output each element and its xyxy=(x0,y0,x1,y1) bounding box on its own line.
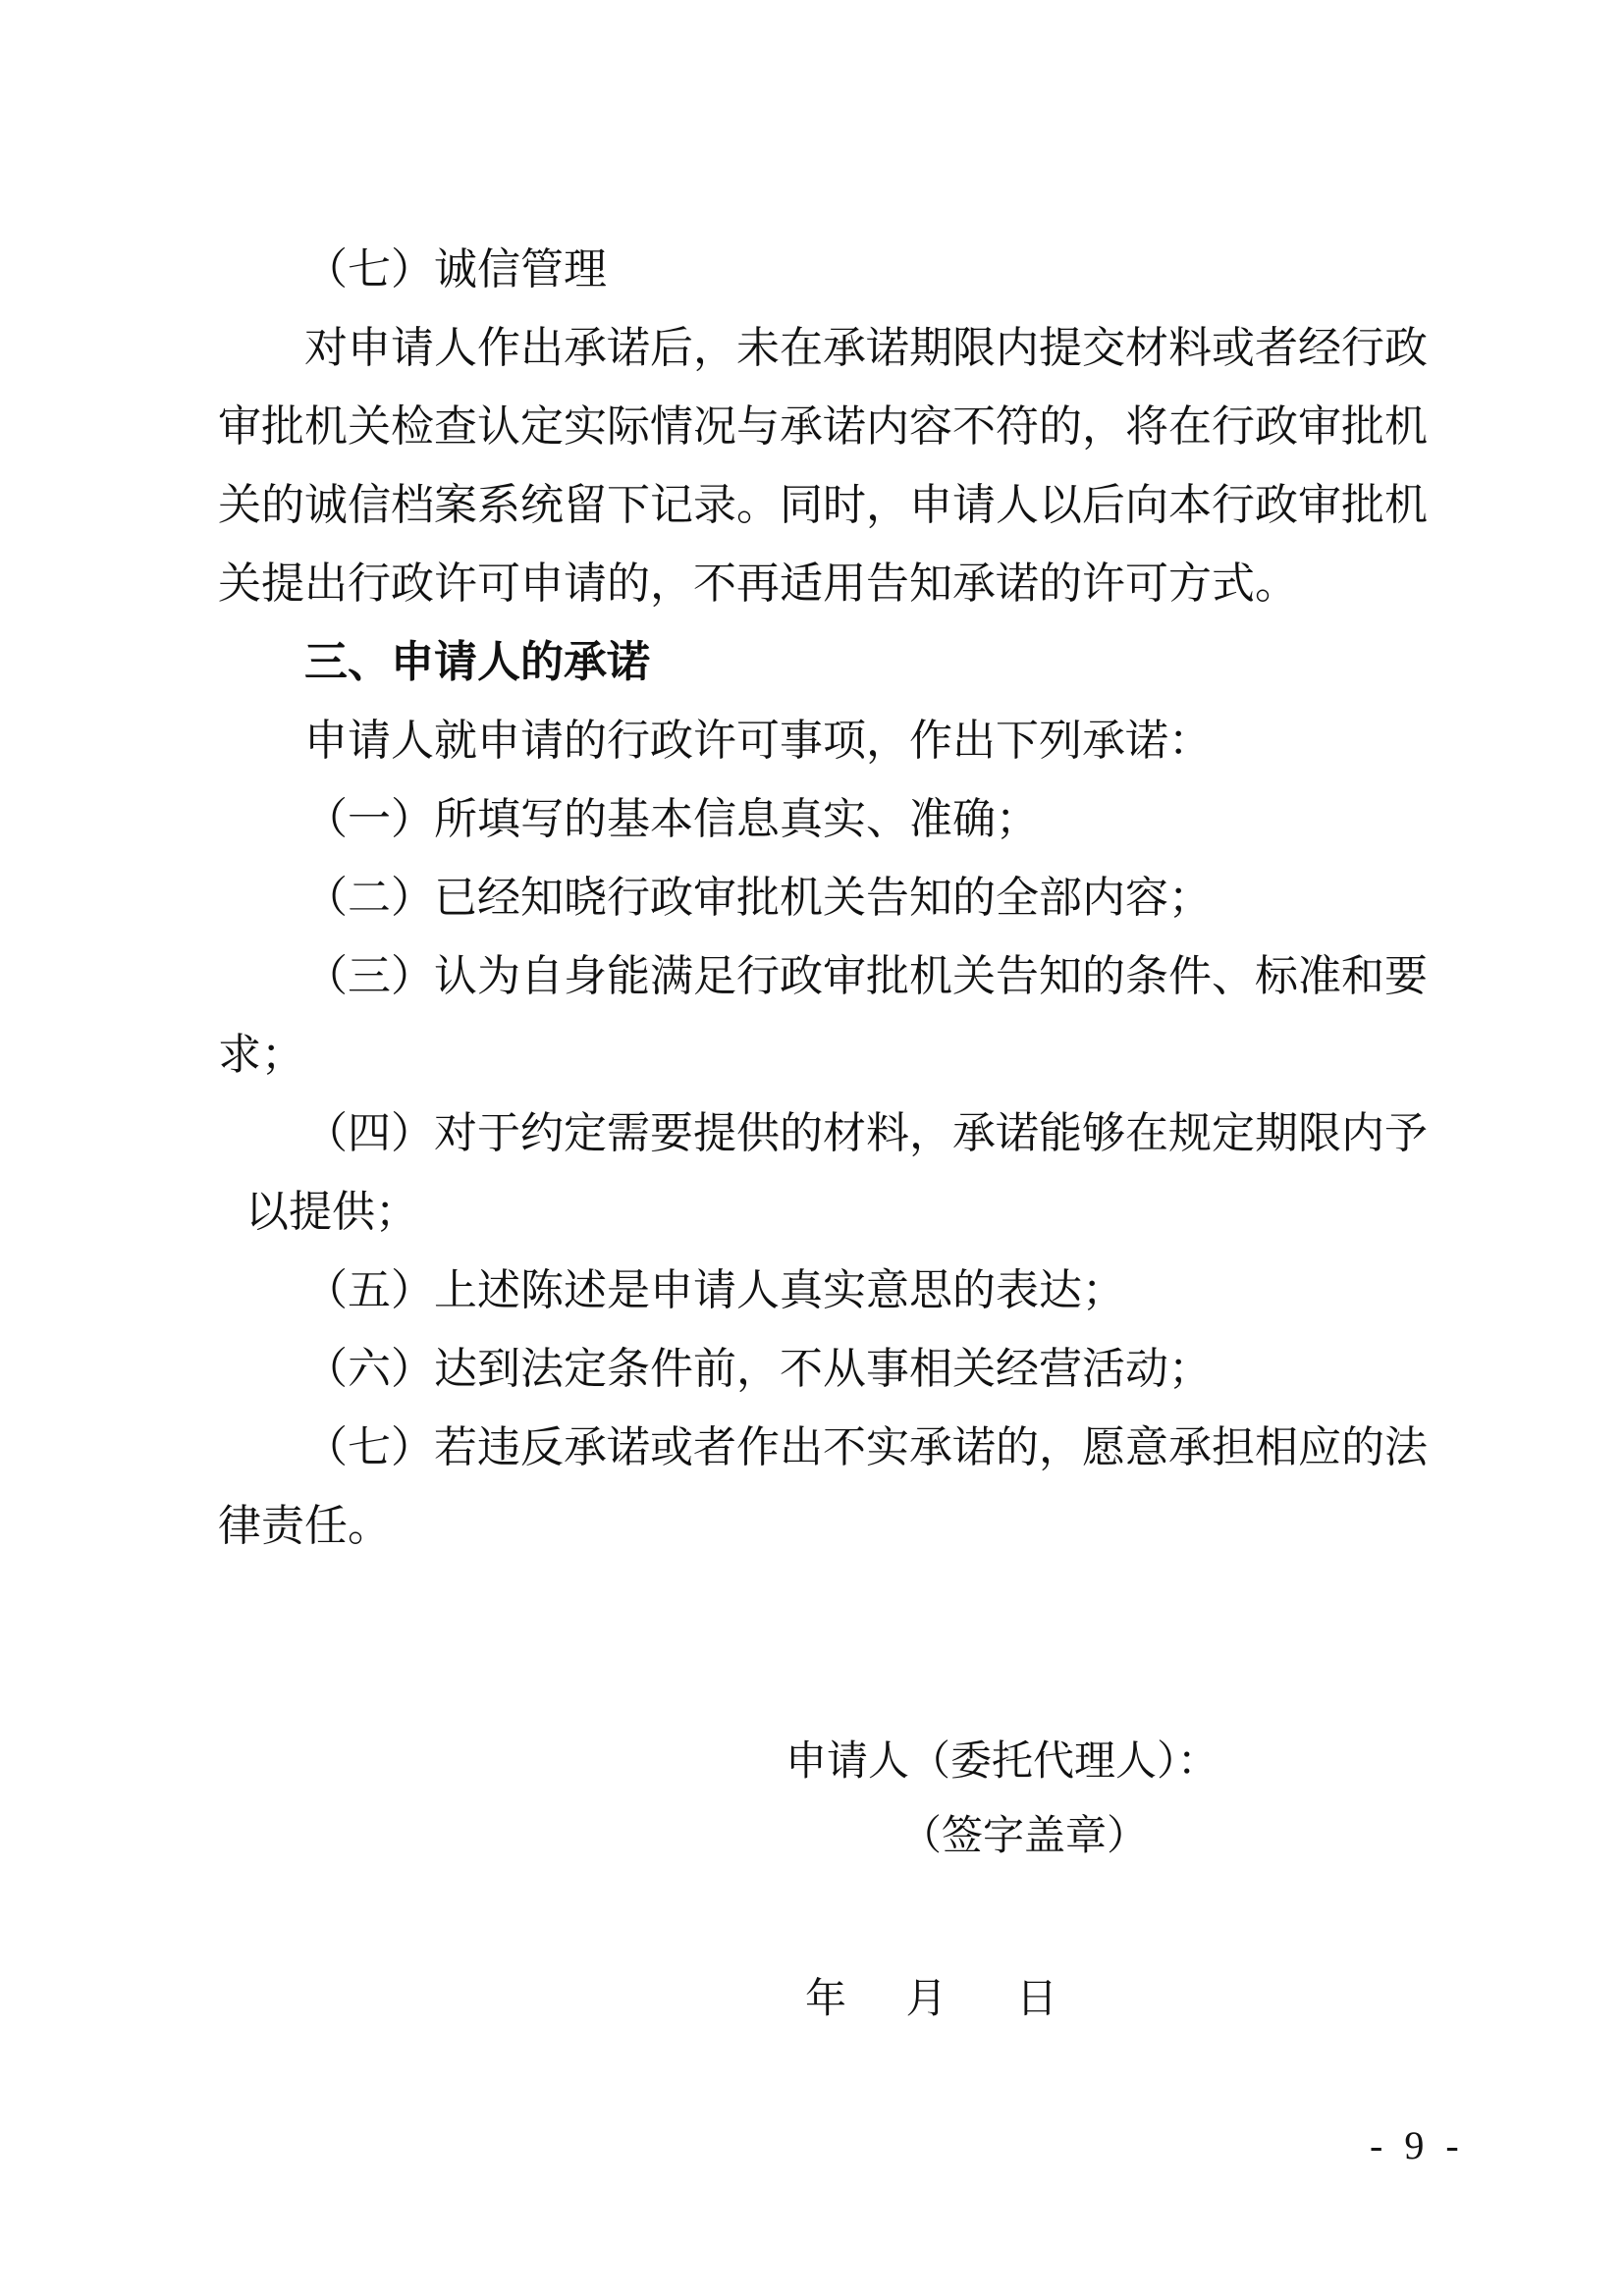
commitment-item-4: （四）对于约定需要提供的材料，承诺能够在规定期限内予 xyxy=(304,1109,1428,1157)
commitment-item-7: （七）若违反承诺或者作出不实承诺的，愿意承担相应的法 xyxy=(304,1423,1428,1471)
section7-paragraph-line: 审批机关检查认定实际情况与承诺内容不符的，将在行政审批机 xyxy=(218,402,1428,451)
commitment-item-3: （三）认为自身能满足行政审批机关告知的条件、标准和要 xyxy=(304,952,1428,1000)
section7-paragraph-line: 对申请人作出承诺后，未在承诺期限内提交材料或者经行政 xyxy=(304,324,1428,372)
section7-paragraph-line: 关的诚信档案系统留下记录。同时，申请人以后向本行政审批机 xyxy=(218,481,1428,529)
section7-paragraph-line: 关提出行政许可申请的，不再适用告知承诺的许可方式。 xyxy=(218,560,1298,608)
document-body xyxy=(218,231,1440,1566)
signature-seal-line: （签字盖章） xyxy=(900,1814,1149,1859)
commitment-item-4-continuation: 以提供； xyxy=(245,1188,418,1236)
section3-intro: 申请人就申请的行政许可事项，作出下列承诺： xyxy=(304,717,1212,765)
signature-date-line xyxy=(805,1975,1057,2024)
commitment-item-2: （二）已经知晓行政审批机关告知的全部内容； xyxy=(304,874,1212,922)
signature-applicant-line: 申请人（委托代理人）： xyxy=(785,1739,1219,1785)
date-year-label: 年 xyxy=(805,1977,847,2022)
commitment-item-7-continuation: 律责任。 xyxy=(218,1502,391,1550)
date-month-label: 月 xyxy=(905,1977,947,2022)
section3-heading: 三、申请人的承诺 xyxy=(304,638,650,686)
commitment-item-1: （一）所填写的基本信息真实、准确； xyxy=(304,795,1039,843)
date-day-label: 日 xyxy=(1016,1977,1058,2022)
commitment-item-6: （六）达到法定条件前，不从事相关经营活动； xyxy=(304,1345,1212,1393)
commitment-item-3-continuation: 求； xyxy=(218,1031,304,1079)
page-number: - 9 - xyxy=(1370,2123,1465,2167)
commitment-item-5: （五）上述陈述是申请人真实意思的表达； xyxy=(304,1266,1125,1314)
section7-heading: （七）诚信管理 xyxy=(304,245,607,294)
